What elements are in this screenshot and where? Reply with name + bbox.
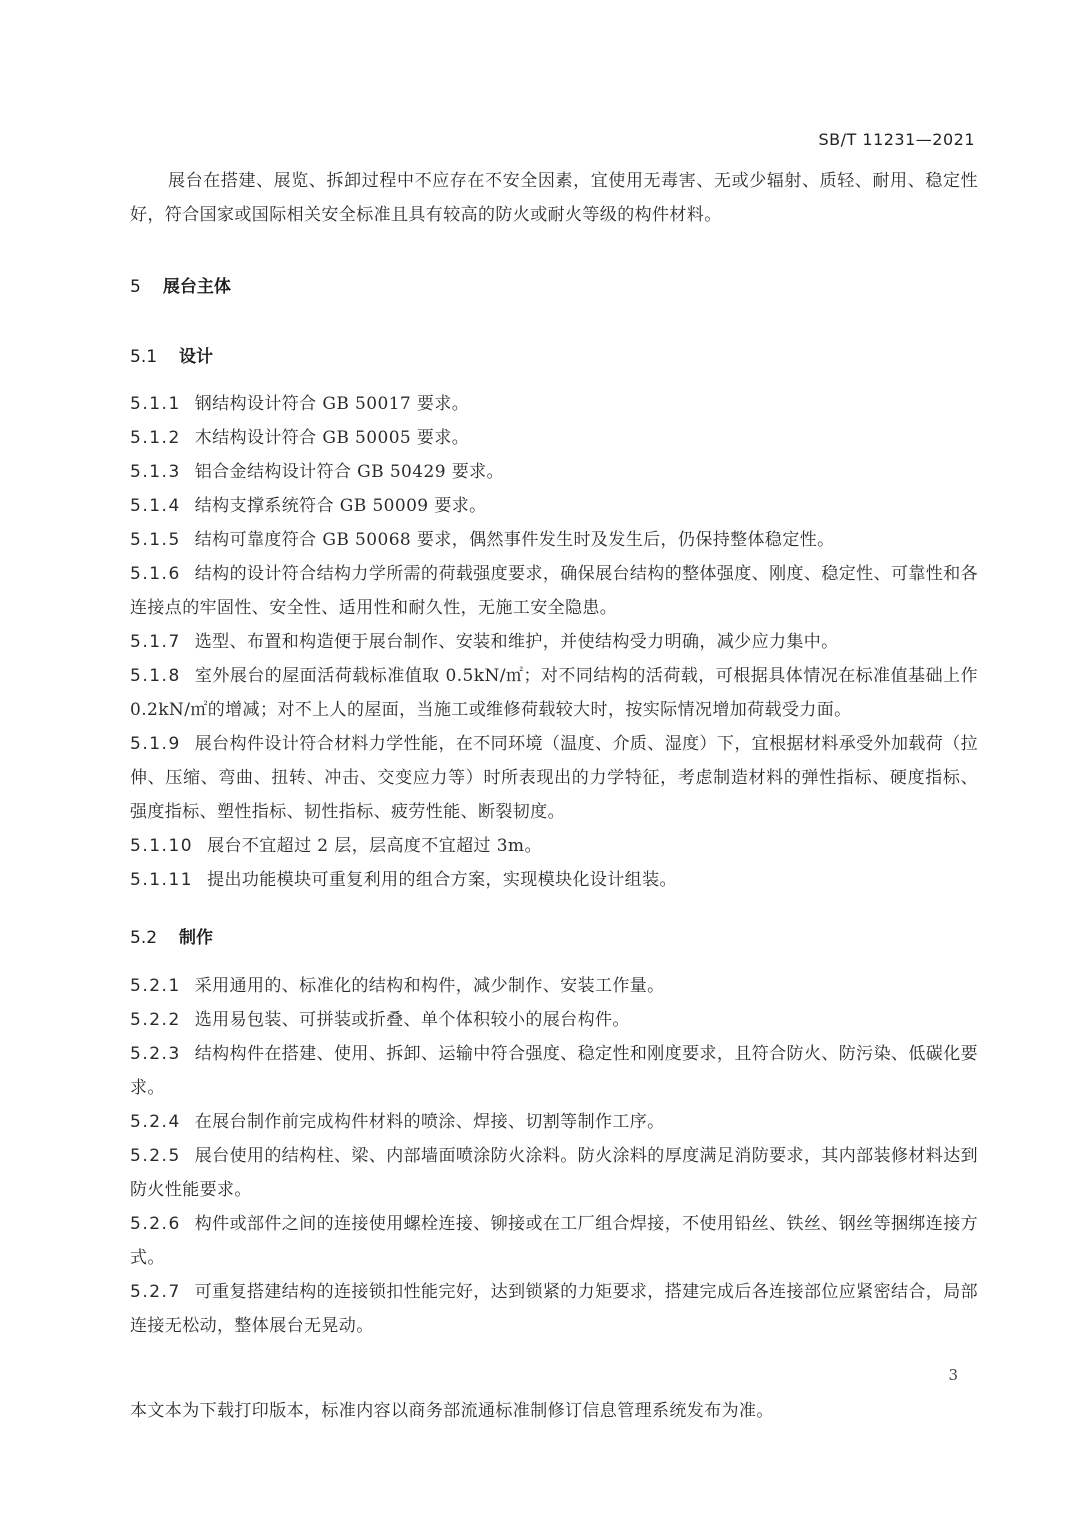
clause-5-1-10 (130, 829, 978, 863)
clause-5-2-6 (130, 1207, 978, 1275)
clause-5-1-1 (130, 387, 978, 421)
clause-5-1-8 (130, 659, 978, 727)
section-title: 设计 (179, 347, 214, 367)
clause-5-1-6 (130, 557, 978, 625)
clause-5-2-3 (130, 1037, 978, 1105)
clause-text: 提出功能模块可重复利用的组合方案，实现模块化设计组装。 (207, 870, 677, 890)
section-title: 展台主体 (162, 277, 231, 297)
clause-5-1-3 (130, 455, 978, 489)
footer-note: 本文本为下载打印版本，标准内容以商务部流通标准制修订信息管理系统发布为准。 (130, 1401, 774, 1421)
clause-text: 采用通用的、标准化的结构和构件，减少制作、安装工作量。 (194, 976, 665, 996)
clause-number: 5.1.9 (130, 734, 181, 754)
clause-5-1-2 (130, 421, 978, 455)
page-number: 3 (948, 1366, 958, 1384)
section-5-heading (130, 272, 231, 297)
clause-text: 展台不宜超过 2 层，层高度不宜超过 3m。 (207, 836, 542, 856)
section-number: 5 (130, 277, 141, 297)
clause-text: 结构可靠度符合 GB 50068 要求，偶然事件发生时及发生后，仍保持整体稳定性。 (194, 530, 835, 550)
clause-5-2-4 (130, 1105, 978, 1139)
clause-text: 结构支撑系统符合 GB 50009 要求。 (194, 496, 487, 516)
clause-number: 5.2.7 (130, 1282, 181, 1302)
clause-text: 选型、布置和构造便于展台制作、安装和维护，并使结构受力明确，减少应力集中。 (194, 632, 839, 652)
clause-text: 木结构设计符合 GB 50005 要求。 (194, 428, 470, 448)
section-5-1-heading (130, 342, 213, 367)
section-number: 5.2 (130, 928, 158, 948)
standard-code: SB/T 11231—2021 (818, 130, 975, 149)
section-title: 制作 (179, 928, 214, 948)
clause-number: 5.1.6 (130, 564, 181, 584)
clause-text: 室外展台的屋面活荷载标准值取 0.5kN/㎡；对不同结构的活荷载，可根据具体情况在标准值基础上作 0.2kN/㎡的增减；对不上人的屋面，当施工或维修荷载较大时，按实际情况增加荷载受力面。 (130, 666, 978, 720)
clause-number: 5.1.2 (130, 428, 181, 448)
clause-text: 在展台制作前完成构件材料的喷涂、焊接、切割等制作工序。 (194, 1112, 665, 1132)
section-5-2-heading (130, 923, 213, 948)
clause-text: 铝合金结构设计符合 GB 50429 要求。 (194, 462, 504, 482)
clause-number: 5.1.7 (130, 632, 181, 652)
clause-number: 5.1.1 (130, 394, 181, 414)
clause-text: 结构的设计符合结构力学所需的荷载强度要求，确保展台结构的整体强度、刚度、稳定性、可靠性和各连接点的牢固性、安全性、适用性和耐久性，无施工安全隐患。 (130, 564, 978, 618)
clause-5-1-11 (130, 863, 978, 897)
clause-number: 5.2.2 (130, 1010, 181, 1030)
clause-number: 5.1.4 (130, 496, 181, 516)
clause-number: 5.2.6 (130, 1214, 181, 1234)
clause-5-2-2 (130, 1003, 978, 1037)
intro-paragraph: 展台在搭建、展览、拆卸过程中不应存在不安全因素，宜使用无毒害、无或少辐射、质轻、耐用、稳定性好，符合国家或国际相关安全标准且具有较高的防火或耐火等级的构件材料。 (130, 171, 978, 225)
clause-list-5-1 (130, 387, 978, 897)
clause-5-1-5 (130, 523, 978, 557)
clause-5-2-7 (130, 1275, 978, 1343)
section-number: 5.1 (130, 347, 158, 367)
clause-text: 展台构件设计符合材料力学性能，在不同环境（温度、介质、湿度）下，宜根据材料承受外加载荷（拉伸、压缩、弯曲、扭转、冲击、交变应力等）时所表现出的力学特征，考虑制造材料的弹性指标、硬度指标、强度指标、塑性指标、韧性指标、疲劳性能、断裂韧度。 (130, 734, 978, 822)
clause-number: 5.1.10 (130, 836, 194, 856)
clause-text: 选用易包装、可拼装或折叠、单个体积较小的展台构件。 (194, 1010, 630, 1030)
clause-5-1-9 (130, 727, 978, 829)
clause-number: 5.2.4 (130, 1112, 181, 1132)
clause-number: 5.1.5 (130, 530, 181, 550)
clause-5-1-4 (130, 489, 978, 523)
clause-number: 5.1.8 (130, 666, 181, 686)
clause-text: 结构构件在搭建、使用、拆卸、运输中符合强度、稳定性和刚度要求，且符合防火、防污染、低碳化要求。 (130, 1044, 978, 1098)
clause-text: 构件或部件之间的连接使用螺栓连接、铆接或在工厂组合焊接，不使用铅丝、铁丝、钢丝等捆绑连接方式。 (130, 1214, 978, 1268)
clause-number: 5.2.5 (130, 1146, 181, 1166)
clause-number: 5.2.1 (130, 976, 181, 996)
clause-5-2-1 (130, 969, 978, 1003)
clause-number: 5.1.3 (130, 462, 181, 482)
clause-text: 展台使用的结构柱、梁、内部墙面喷涂防火涂料。防火涂料的厚度满足消防要求，其内部装修材料达到防火性能要求。 (130, 1146, 978, 1200)
clause-number: 5.1.11 (130, 870, 194, 890)
clause-list-5-2 (130, 969, 978, 1343)
clause-text: 可重复搭建结构的连接锁扣性能完好，达到锁紧的力矩要求，搭建完成后各连接部位应紧密结合，局部连接无松动，整体展台无晃动。 (130, 1282, 978, 1336)
clause-5-1-7 (130, 625, 978, 659)
clause-text: 钢结构设计符合 GB 50017 要求。 (194, 394, 470, 414)
clause-number: 5.2.3 (130, 1044, 181, 1064)
clause-5-2-5 (130, 1139, 978, 1207)
